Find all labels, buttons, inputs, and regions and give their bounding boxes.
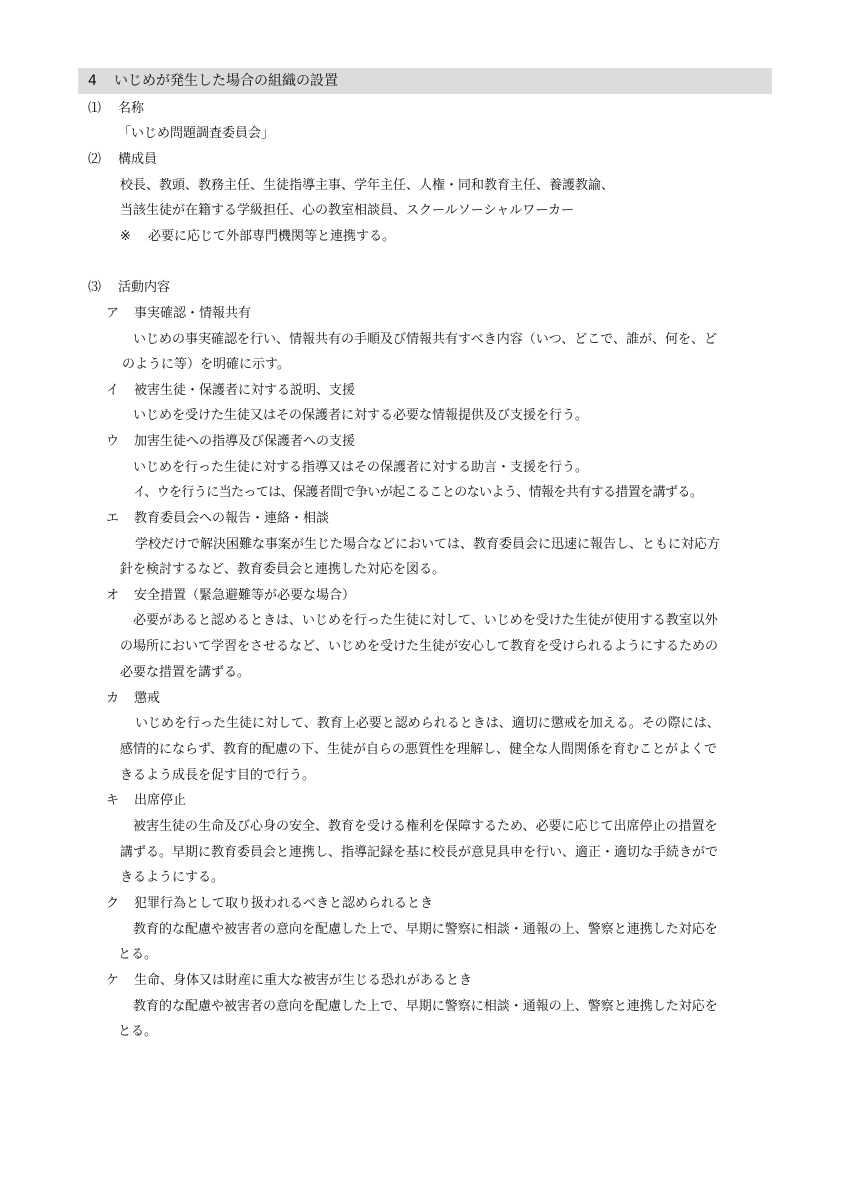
item-title: 生命、身体又は財産に重大な被害が生じる恐れがあるとき [134, 973, 473, 988]
subsection-2-number: ⑵ [88, 152, 102, 167]
item-heading [106, 382, 355, 400]
subsection-1-number: ⑴ [88, 101, 102, 116]
item-title: 犯罪行為として取り扱われるべきと認められるとき [134, 896, 434, 911]
item-body-line: いじめの事実確認を行い、情報共有の手順及び情報共有すべき内容（いつ、どこで、誰が、何を、ど [133, 332, 717, 347]
subsection-2-line: 当該生徒が在籍する学級担任、心の教室相談員、スクールソーシャルワーカー [120, 203, 574, 218]
item-body-line: とる。 [118, 1024, 158, 1039]
note-text: 必要に応じて外部専門機関等と連携する。 [148, 229, 396, 244]
item-heading [106, 587, 355, 605]
subsection-1-title: 名称 [118, 101, 145, 116]
item-heading [106, 895, 433, 913]
subsection-2-note [120, 228, 395, 246]
subsection-3-heading [88, 279, 170, 297]
item-label: ケ [106, 973, 120, 988]
note-mark: ※ [120, 229, 131, 244]
item-body-line: 教育的な配慮や被害者の意向を配慮した上で、早期に警察に相談・通報の上、警察と連携した対応を [133, 922, 718, 937]
item-label: ク [106, 896, 120, 911]
item-body-line: イ、ウを行うに当たっては、保護者間で争いが起こることのないよう、情報を共有する措置を講ずる。 [133, 485, 703, 500]
item-body-line: 必要な措置を講ずる。 [120, 665, 251, 680]
item-body-line: 必要があると認めるときは、いじめを行った生徒に対して、いじめを受けた生徒が使用する教室以外 [133, 613, 718, 628]
item-heading [106, 433, 355, 451]
item-title: 加害生徒への指導及び保護者への支援 [134, 434, 356, 449]
item-body-line: いじめを受けた生徒又はその保護者に対する必要な情報提供及び支援を行う。 [133, 408, 589, 423]
item-title: 懲戒 [134, 691, 161, 706]
item-body-line: きるようにする。 [120, 870, 225, 885]
subsection-2-heading [88, 151, 157, 169]
item-title: 出席停止 [134, 793, 187, 808]
item-body-line: 感情的にならず、教育的配慮の下、生徒が自らの悪質性を理解し、健全な人間関係を育むことがよくで [120, 742, 717, 757]
item-body-line: のように等）を明確に示す。 [122, 357, 290, 372]
item-label: キ [106, 793, 120, 808]
item-label: イ [106, 383, 120, 398]
item-title: 安全措置（緊急避難等が必要な場合） [134, 588, 356, 603]
item-body-line: いじめを行った生徒に対して、教育上必要と認められるときは、適切に懲戒を加える。その際には、 [135, 716, 720, 731]
section-title: いじめが発生した場合の組織の設置 [114, 73, 338, 89]
subsection-3-title: 活動内容 [118, 280, 171, 295]
item-label: オ [106, 588, 120, 603]
section-number: 4 [88, 73, 97, 89]
item-body-line: 被害生徒の生命及び心身の安全、教育を受ける権利を保障するため、必要に応じて出席停止の措置を [133, 819, 718, 834]
subsection-1-heading [88, 100, 144, 118]
item-label: ア [106, 306, 120, 321]
item-title: 教育委員会への報告・連絡・相談 [134, 511, 330, 526]
item-heading [106, 972, 472, 990]
item-title: 事実確認・情報共有 [134, 306, 252, 321]
item-heading [106, 305, 251, 323]
subsection-2-line: 校長、教頭、教務主任、生徒指導主事、学年主任、人権・同和教育主任、養護教諭、 [120, 178, 615, 193]
item-heading [106, 690, 160, 708]
item-label: カ [106, 691, 120, 706]
item-body-line: 学校だけで解決困難な事案が生じた場合などにおいては、教育委員会に迅速に報告し、ともに対応方 [135, 537, 721, 552]
subsection-1-body: 「いじめ問題調査委員会」 [118, 126, 275, 141]
item-title: 被害生徒・保護者に対する説明、支援 [134, 383, 356, 398]
item-body-line: 針を検討するなど、教育委員会と連携した対応を図る。 [120, 562, 446, 577]
section-header [78, 68, 772, 94]
subsection-2-title: 構成員 [118, 152, 158, 167]
item-body-line: きるよう成長を促す目的で行う。 [120, 768, 316, 783]
item-body-line: 教育的な配慮や被害者の意向を配慮した上で、早期に警察に相談・通報の上、警察と連携した対応を [133, 999, 718, 1014]
item-body-line: いじめを行った生徒に対する指導又はその保護者に対する助言・支援を行う。 [133, 460, 589, 475]
subsection-3-number: ⑶ [88, 280, 102, 295]
item-heading [106, 510, 329, 528]
item-label: エ [106, 511, 120, 526]
item-body-line: の場所において学習をさせるなど、いじめを受けた生徒が安心して教育を受けられるようにするための [120, 639, 719, 654]
item-body-line: 講ずる。早期に教育委員会と連携し、指導記録を基に校長が意見具申を行い、適正・適切な手続きがで [120, 845, 719, 860]
item-label: ウ [106, 434, 120, 449]
item-body-line: とる。 [118, 947, 158, 962]
item-heading [106, 792, 186, 810]
